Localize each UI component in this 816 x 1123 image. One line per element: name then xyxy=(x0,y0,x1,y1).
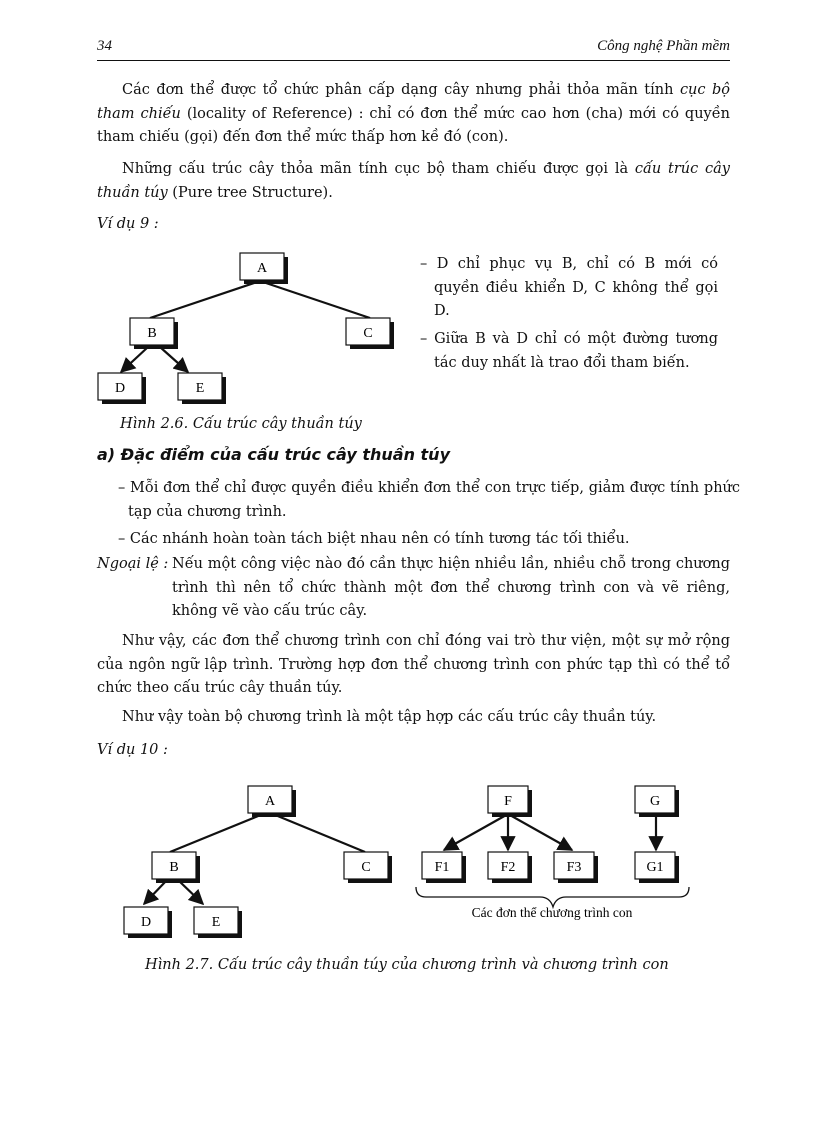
edge-a-c xyxy=(268,812,365,852)
node-f3 xyxy=(554,852,598,883)
figure-2-7-trees xyxy=(110,780,710,940)
node-e-label: E xyxy=(195,381,205,396)
node-e xyxy=(178,373,226,404)
node-c-label: C xyxy=(363,326,373,341)
node-f2-label: F2 xyxy=(500,860,516,875)
edge-a-b xyxy=(170,812,268,852)
example-9-label: Ví dụ 9 : xyxy=(97,216,159,232)
node-d xyxy=(124,907,172,938)
node-f1-label: F1 xyxy=(434,860,450,875)
node-g1 xyxy=(635,852,679,883)
node-f-label: F xyxy=(504,794,512,809)
edge-b-e xyxy=(160,347,188,372)
node-d-label: D xyxy=(140,915,152,930)
subroutine-brace xyxy=(416,887,689,907)
example-9-note-2: – Giữa B và D chỉ có một đường tương tác duy nhất là trao đổi tham biến. xyxy=(420,331,718,371)
exception-label: Ngoại lệ : xyxy=(97,556,169,572)
edge-a-b xyxy=(150,281,260,318)
node-e xyxy=(194,907,242,938)
intro-paragraph-1: Các đơn thể được tổ chức phân cấp dạng cây nhưng phải thỏa mãn tính cục bộ tham chiếu (locality of Reference) : chỉ có đơn thể mức cao hơn (cha) mới có quyền tham chiếu (gọi) đến đơn thể mức thấp hơn kề đó (con). xyxy=(97,82,731,145)
node-c xyxy=(346,318,394,349)
node-b-label: B xyxy=(169,860,179,875)
node-g1-label: G1 xyxy=(646,860,664,875)
header-rule xyxy=(97,60,730,61)
node-a xyxy=(240,253,288,284)
page-number: 34 xyxy=(97,38,112,54)
edge-b-d xyxy=(144,880,167,904)
node-b-label: B xyxy=(147,326,157,341)
node-g xyxy=(635,786,679,817)
node-c-label: C xyxy=(361,860,371,875)
edge-a-c xyxy=(260,281,370,318)
figure-2-6-caption: Hình 2.6. Cấu trúc cây thuần túy xyxy=(120,416,362,432)
edge-b-d xyxy=(121,347,148,372)
edge-f-f1 xyxy=(444,814,508,850)
node-f3-label: F3 xyxy=(566,860,582,875)
node-a-label: A xyxy=(264,794,276,809)
edge-f-f3 xyxy=(508,814,572,850)
figure-2-6-tree xyxy=(90,245,400,405)
node-a xyxy=(248,786,296,817)
section-a-heading: a) Đặc điểm của cấu trúc cây thuần túy xyxy=(97,445,450,464)
example-10-label: Ví dụ 10 : xyxy=(97,742,168,758)
node-d xyxy=(98,373,146,404)
example-9-note-1: – D chỉ phục vụ B, chỉ có B mới có quyền điều khiển D, C không thể gọi D. xyxy=(420,256,718,319)
running-header-title: Công nghệ Phần mềm xyxy=(597,38,730,54)
node-f2 xyxy=(488,852,532,883)
node-b xyxy=(130,318,178,349)
node-e-label: E xyxy=(211,915,221,930)
node-c xyxy=(344,852,392,883)
figure-2-7-caption: Hình 2.7. Cấu trúc cây thuần túy của chương trình và chương trình con xyxy=(145,957,669,973)
node-f xyxy=(488,786,532,817)
node-a-label: A xyxy=(256,261,268,276)
node-f1 xyxy=(422,852,466,883)
node-b xyxy=(152,852,200,883)
exception-text: Nếu một công việc nào đó cần thực hiện nhiều lần, nhiều chỗ trong chương trình thì nên tổ chức thành một đơn thể chương trình con và vẽ riêng, không vẽ vào cấu trúc cây. xyxy=(172,556,730,619)
node-g-label: G xyxy=(649,794,661,809)
bullet-2: – Các nhánh hoàn toàn tách biệt nhau nên có tính tương tác tối thiểu. xyxy=(118,531,630,547)
brace-label: Các đơn thể chương trình con xyxy=(471,905,633,920)
paragraph-3: Như vậy, các đơn thể chương trình con chỉ đóng vai trò thư viện, một sự mở rộng của ngôn ngữ lập trình. Trường hợp đơn thể chương trình con phức tạp thì có thể tổ chức theo cấu trúc cây thuần túy. xyxy=(97,633,730,696)
node-d-label: D xyxy=(114,381,126,396)
bullet-1: – Mỗi đơn thể chỉ được quyền điều khiển đơn thể con trực tiếp, giảm được tính phức tạp của chương trình. xyxy=(118,480,740,520)
edge-b-e xyxy=(178,880,203,904)
paragraph-4: Như vậy toàn bộ chương trình là một tập hợp các cấu trúc cây thuần túy. xyxy=(122,709,657,725)
intro-paragraph-2: Những cấu trúc cây thỏa mãn tính cục bộ tham chiếu được gọi là cấu trúc cây thuần túy (Pure tree Structure). xyxy=(97,161,730,201)
